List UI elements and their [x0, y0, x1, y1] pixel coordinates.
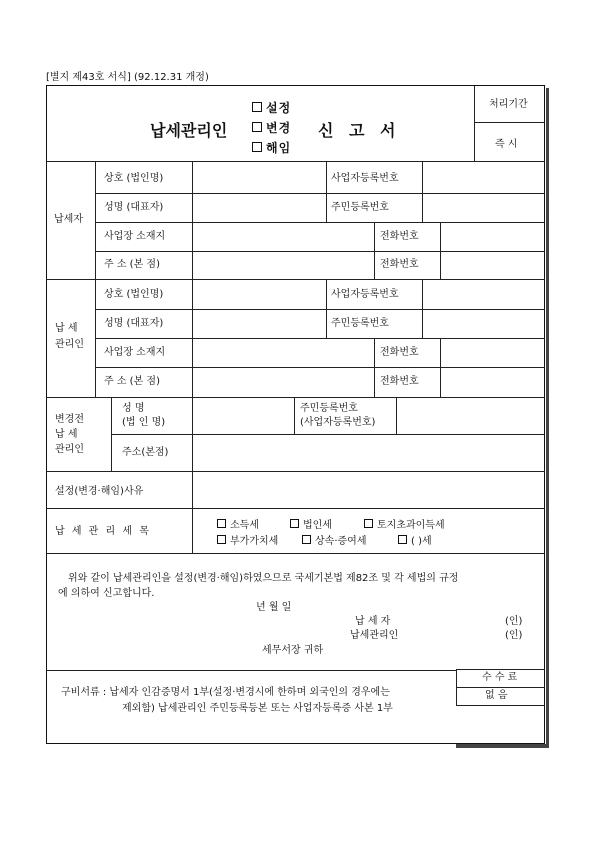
prev-resident-field[interactable] [397, 398, 545, 434]
manager-phone2-label: 전화번호 [380, 376, 419, 387]
taxpayer-phone2-field[interactable] [441, 252, 545, 279]
tax-item-other[interactable] [398, 535, 432, 548]
manager-name-field[interactable] [193, 310, 326, 338]
prev-resident-label-2: (사업자등록번호) [300, 417, 376, 428]
form-title-suffix: 신 고 서 [318, 121, 396, 140]
tax-item-income-label: 소득세 [230, 520, 259, 531]
phone-col-line [374, 222, 375, 279]
tax-item-corporate[interactable] [290, 519, 332, 532]
frame-shadow-bottom [456, 744, 549, 748]
tax-item-vat[interactable] [217, 535, 278, 548]
taxpayer-resident-label: 주민등록번호 [331, 202, 389, 213]
processing-mid-line [474, 122, 545, 123]
checkbox-icon [252, 122, 262, 132]
option-change-label: 변경 [266, 121, 292, 135]
declaration-taxpayer-label: 납 세 자 [355, 616, 391, 627]
tax-item-inheritance[interactable] [302, 535, 366, 548]
taxpayer-trade-name-label: 상호 (법인명) [104, 173, 164, 184]
prev-manager-label-1: 변경전 [55, 414, 84, 425]
frame-shadow-right [546, 88, 549, 747]
manager-section-label-2: 관리인 [55, 339, 84, 350]
checkbox-icon [252, 102, 262, 112]
prev-name-label-1: 성 명 [122, 403, 145, 414]
tax-items-label: 납 세 관 리 세 목 [55, 526, 151, 537]
tax-item-land-excess-label: 토지초과이득세 [377, 520, 445, 531]
manager-phone2-field[interactable] [441, 368, 545, 397]
taxpayer-address-field[interactable] [193, 223, 374, 251]
taxpayer-phone2-label: 전화번호 [380, 259, 419, 270]
taxpayer-name-field[interactable] [193, 194, 326, 222]
prev-resident-label-1: 주민등록번호 [300, 403, 358, 414]
manager-name-label: 성명 (대표자) [104, 318, 164, 329]
checkbox-icon [290, 519, 299, 528]
mid-col-line [294, 397, 295, 434]
tax-item-income[interactable] [217, 519, 259, 532]
taxpayer-resident-field[interactable] [423, 194, 545, 222]
manager-trade-name-label: 상호 (법인명) [104, 289, 164, 300]
processing-divider [474, 86, 475, 161]
taxpayer-seal[interactable]: (인) [505, 616, 523, 627]
manager-address-field[interactable] [193, 339, 374, 367]
manager-resident-label: 주민등록번호 [331, 318, 389, 329]
manager-seal[interactable]: (인) [505, 630, 523, 641]
checkbox-icon [364, 519, 373, 528]
checkbox-icon [302, 535, 311, 544]
fee-mid-line [456, 687, 545, 688]
label-col-line [192, 508, 193, 553]
taxpayer-domicile-field[interactable] [193, 252, 374, 279]
tax-item-corporate-label: 법인세 [303, 520, 332, 531]
tax-item-inheritance-label: 상속·증여세 [315, 536, 367, 547]
taxpayer-domicile-label: 주 소 (본 점) [104, 259, 160, 270]
taxpayer-name-label: 성명 (대표자) [104, 202, 164, 213]
fee-value: 없 음 [485, 690, 508, 701]
prev-manager-label-3: 관리인 [55, 444, 84, 455]
declaration-line-2: 에 의하여 신고합니다. [58, 588, 155, 599]
prev-name-label-2: (법 인 명) [122, 417, 166, 428]
phone-col-line [374, 338, 375, 397]
prev-address-label: 주소(본점) [122, 447, 169, 458]
fee-label: 수 수 료 [482, 672, 518, 683]
section-line [46, 508, 545, 509]
taxpayer-trade-name-field[interactable] [193, 162, 326, 193]
form-title-main: 납세관리인 [150, 121, 228, 140]
taxpayer-biz-reg-label: 사업자등록번호 [331, 173, 399, 184]
processing-period-value: 즉 시 [495, 139, 518, 150]
reason-field[interactable] [193, 472, 545, 508]
declaration-line-1: 위와 같이 납세관리인을 설정(변경·해임)하였으므로 국세기본법 제82조 및 각 세법의 규정 [68, 573, 459, 584]
documents-line-2: 제외함) 납세관리인 주민등록등본 또는 사업자등록증 사본 1부 [122, 703, 393, 714]
form-number-label: [별지 제43호 서식] (92.12.31 개정) [46, 72, 209, 83]
declaration-manager-label: 납세관리인 [350, 630, 399, 641]
taxpayer-phone1-field[interactable] [441, 223, 545, 251]
manager-address-label: 사업장 소재지 [104, 347, 166, 358]
manager-phone1-field[interactable] [441, 339, 545, 367]
declaration-recipient: 세무서장 귀하 [262, 645, 324, 656]
documents-top-line [46, 670, 456, 671]
checkbox-icon [217, 535, 226, 544]
manager-resident-field[interactable] [423, 310, 545, 338]
checkbox-icon [252, 142, 262, 152]
prev-address-field[interactable] [193, 435, 545, 471]
processing-period-label: 처리기간 [489, 99, 528, 110]
option-setup-label: 설정 [266, 101, 292, 115]
taxpayer-section-label: 납세자 [54, 214, 83, 225]
option-dismiss[interactable] [252, 139, 291, 156]
section-line [46, 553, 545, 554]
mid-col-line [326, 279, 327, 338]
taxpayer-address-label: 사업장 소재지 [104, 231, 166, 242]
reason-label: 설정(변경·해임)사유 [55, 486, 144, 497]
prev-manager-label-2: 납 세 [55, 429, 78, 440]
checkbox-icon [217, 519, 226, 528]
tax-item-other-label: ( )세 [411, 536, 432, 547]
taxpayer-phone1-label: 전화번호 [380, 231, 419, 242]
tax-item-vat-label: 부가가치세 [230, 536, 279, 547]
manager-biz-reg-field[interactable] [423, 280, 545, 309]
option-setup[interactable] [252, 99, 291, 116]
mid-col-line [326, 161, 327, 222]
option-change[interactable] [252, 119, 291, 136]
checkbox-icon [398, 535, 407, 544]
documents-line-1: 구비서류 : 납세자 인감증명서 1부(설정·변경시에 한하며 외국인의 경우에는 [61, 687, 390, 698]
manager-trade-name-field[interactable] [193, 280, 326, 309]
tax-item-land-excess[interactable] [364, 519, 445, 532]
option-dismiss-label: 해임 [266, 141, 292, 155]
prev-name-field[interactable] [193, 398, 294, 434]
manager-domicile-field[interactable] [193, 368, 374, 397]
manager-phone1-label: 전화번호 [380, 347, 419, 358]
declaration-date: 년 월 일 [256, 602, 292, 613]
manager-biz-reg-label: 사업자등록번호 [331, 289, 399, 300]
taxpayer-biz-reg-field[interactable] [423, 162, 545, 193]
manager-section-label-1: 납 세 [55, 323, 78, 334]
manager-domicile-label: 주 소 (본 점) [104, 376, 160, 387]
fee-bottom-line [456, 705, 545, 706]
fee-top-line [456, 669, 545, 670]
